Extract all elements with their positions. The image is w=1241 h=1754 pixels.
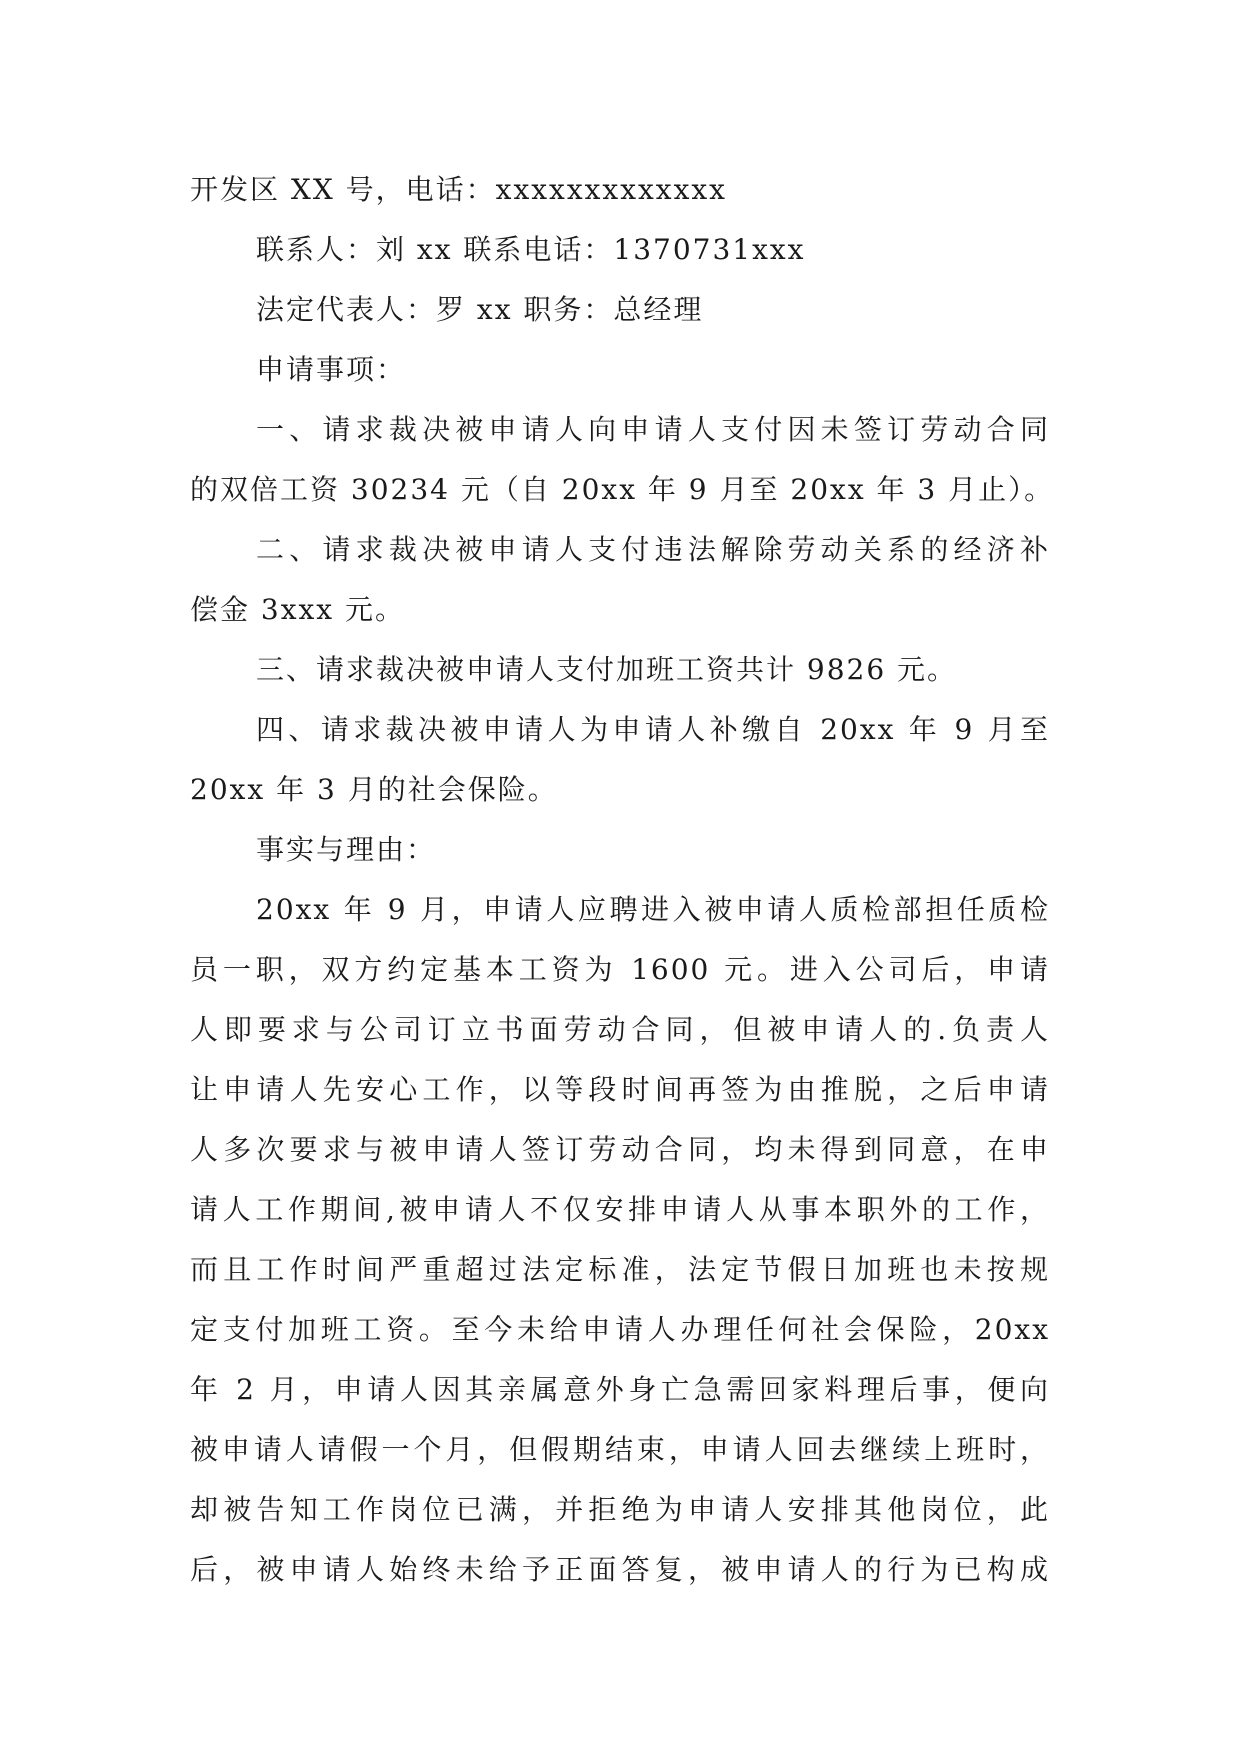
text-line: 让申请人先安心工作，以等段时间再签为由推脱，之后申请 xyxy=(190,1073,1050,1106)
text-line: 一、请求裁决被申请人向申请人支付因未签订劳动合同 xyxy=(256,413,1050,446)
text-line: 三、请求裁决被申请人支付加班工资共计 9826 元。 xyxy=(256,653,958,686)
text-line: 请人工作期间,被申请人不仅安排申请人从事本职外的工作， xyxy=(190,1193,1050,1226)
text-line: 开发区 XX 号，电话：xxxxxxxxxxxxx xyxy=(190,173,727,206)
text-line: 20xx 年 9 月，申请人应聘进入被申请人质检部担任质检 xyxy=(256,893,1050,926)
section-heading: 事实与理由： xyxy=(256,833,437,866)
text-line: 而且工作时间严重超过法定标准，法定节假日加班也未按规 xyxy=(190,1253,1050,1286)
text-line: 员一职，双方约定基本工资为 1600 元。进入公司后，申请 xyxy=(190,953,1050,986)
text-line: 人即要求与公司订立书面劳动合同，但被申请人的.负责人 xyxy=(190,1013,1050,1046)
text-line: 年 2 月，申请人因其亲属意外身亡急需回家料理后事，便向 xyxy=(190,1373,1050,1406)
text-line: 联系人：刘 xx 联系电话：1370731xxx xyxy=(256,233,806,266)
section-heading: 申请事项： xyxy=(256,353,407,386)
text-line: 偿金 3xxx 元。 xyxy=(190,593,405,626)
text-line: 二、请求裁决被申请人支付违法解除劳动关系的经济补 xyxy=(256,533,1050,566)
document-body xyxy=(190,160,1055,1600)
text-line: 四、请求裁决被申请人为申请人补缴自 20xx 年 9 月至 xyxy=(256,713,1050,746)
text-line: 定支付加班工资。至今未给申请人办理任何社会保险，20xx xyxy=(190,1313,1050,1346)
text-line: 20xx 年 3 月的社会保险。 xyxy=(190,773,558,806)
text-line: 人多次要求与被申请人签订劳动合同，均未得到同意，在申 xyxy=(190,1133,1050,1166)
text-line: 却被告知工作岗位已满，并拒绝为申请人安排其他岗位，此 xyxy=(190,1493,1050,1526)
text-line: 法定代表人：罗 xx 职务：总经理 xyxy=(256,293,704,326)
text-line: 后，被申请人始终未给予正面答复，被申请人的行为已构成 xyxy=(190,1553,1050,1586)
text-line: 被申请人请假一个月，但假期结束，申请人回去继续上班时， xyxy=(190,1433,1050,1466)
text-line: 的双倍工资 30234 元（自 20xx 年 9 月至 20xx 年 3 月止）。 xyxy=(190,473,1055,506)
